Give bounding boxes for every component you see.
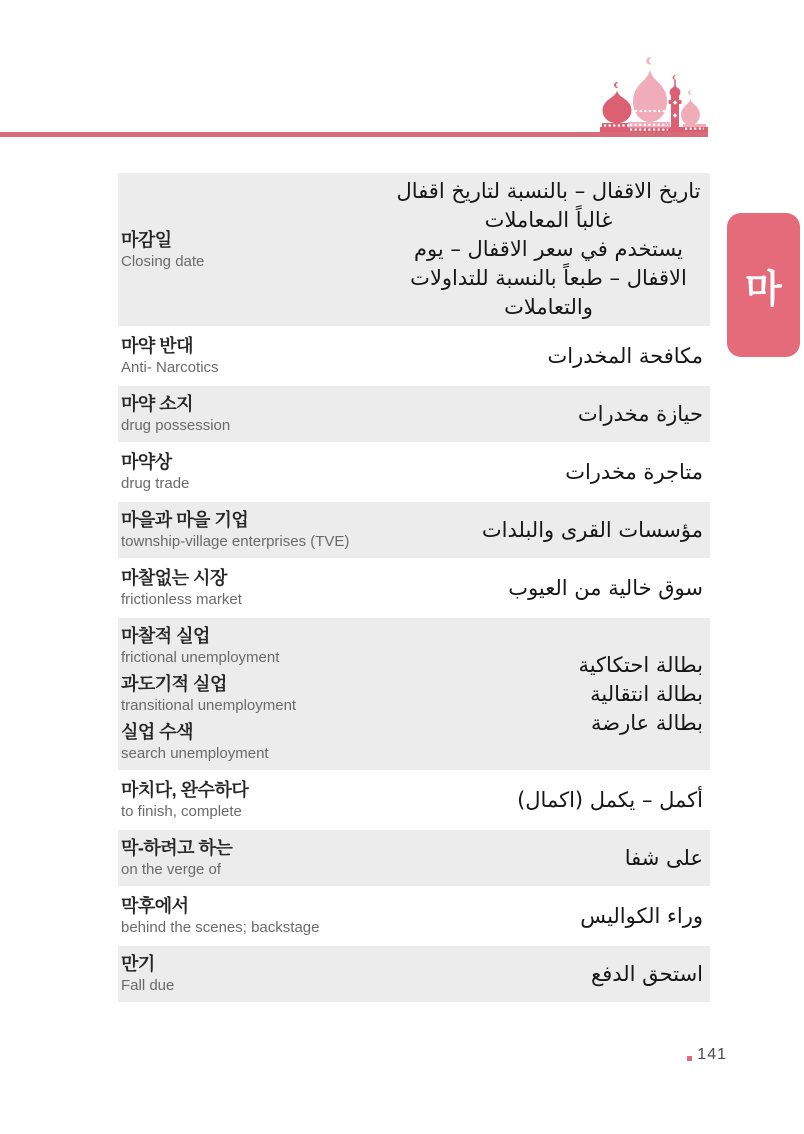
korean-term: 마약 소지	[121, 394, 194, 414]
section-tab-label: 마	[745, 268, 782, 311]
arabic-translation-cell	[388, 340, 710, 373]
english-term: drug trade	[121, 475, 190, 492]
arabic-translation-cell	[388, 398, 710, 431]
korean-term: 과도기적 실업	[121, 674, 227, 694]
arabic-line: وراء الكواليس	[580, 903, 703, 928]
arabic-translation-cell	[388, 649, 710, 740]
english-term: frictionless market	[121, 591, 242, 608]
korean-terms-cell	[118, 224, 388, 276]
korean-term: 마을과 마을 기업	[121, 510, 249, 530]
arabic-line: مؤسسات القرى والبلدات	[481, 517, 703, 542]
arabic-translation-cell	[388, 958, 710, 991]
korean-term: 막-하려고 하는	[121, 838, 233, 858]
english-term: township-village enterprises (TVE)	[121, 533, 350, 550]
glossary-row	[118, 502, 710, 558]
glossary-row	[118, 444, 710, 500]
arabic-line: على شفا	[624, 845, 703, 870]
arabic-line: استحق الدفع	[591, 961, 703, 986]
korean-terms-cell	[118, 330, 388, 382]
arabic-translation-cell	[388, 456, 710, 489]
header-rule	[0, 132, 708, 137]
arabic-translation-cell	[388, 900, 710, 933]
english-term: behind the scenes; backstage	[121, 919, 320, 936]
glossary-row	[118, 946, 710, 1002]
glossary-row	[118, 173, 710, 326]
english-term: Anti- Narcotics	[121, 359, 219, 376]
arabic-line: غالباً المعاملات	[484, 208, 613, 232]
korean-term: 막후에서	[121, 896, 189, 916]
english-term: frictional unemployment	[121, 649, 280, 666]
korean-term: 마약상	[121, 452, 172, 472]
arabic-line: الاقفال – طبعاً بالنسبة للتداولات	[410, 266, 687, 290]
arabic-line: والتعاملات	[504, 295, 593, 319]
arabic-line: بطالة عارضة	[591, 710, 703, 735]
glossary-row	[118, 386, 710, 442]
korean-term: 실업 수색	[121, 722, 194, 742]
korean-terms-cell	[118, 388, 388, 440]
korean-term: 만기	[121, 954, 155, 974]
glossary-row	[118, 772, 710, 828]
page-number-text: 141	[697, 1046, 727, 1063]
korean-term: 마약 반대	[121, 336, 194, 356]
arabic-line: بطالة احتكاكية	[578, 652, 703, 677]
english-term: Closing date	[121, 252, 205, 270]
korean-term: 마치다, 완수하다	[121, 780, 249, 800]
korean-term: 마감일	[121, 229, 172, 250]
korean-terms-cell	[118, 504, 388, 556]
glossary-row	[118, 560, 710, 616]
section-tab	[727, 213, 800, 357]
arabic-line: يستخدم في سعر الاقفال – يوم	[413, 237, 684, 261]
arabic-translation-cell	[388, 514, 710, 547]
arabic-line: تاريخ الاقفال – بالنسبة لتاريخ اقفال	[396, 179, 701, 203]
page-number	[687, 1046, 727, 1064]
glossary-row	[118, 888, 710, 944]
mosque-icon	[590, 50, 710, 132]
korean-terms-cell	[118, 832, 388, 884]
korean-terms-cell	[118, 774, 388, 826]
arabic-translation-cell	[388, 784, 710, 817]
glossary-row	[118, 830, 710, 886]
arabic-line: مكافحة المخدرات	[547, 343, 703, 368]
english-term: transitional unemployment	[121, 697, 297, 714]
glossary-row	[118, 328, 710, 384]
page-number-dot-icon	[687, 1056, 692, 1061]
arabic-line: بطالة انتقالية	[590, 681, 703, 706]
korean-terms-cell	[118, 446, 388, 498]
english-term: to finish, complete	[121, 803, 242, 820]
korean-terms-cell	[118, 948, 388, 1000]
korean-term: 마찰적 실업	[121, 626, 210, 646]
english-term: on the verge of	[121, 861, 222, 878]
arabic-line: سوق خالية من العيوب	[508, 575, 703, 600]
arabic-translation-cell	[388, 842, 710, 875]
arabic-line: حيازة مخدرات	[577, 401, 703, 426]
english-term: drug possession	[121, 417, 231, 434]
english-term: Fall due	[121, 977, 175, 994]
arabic-line: أكمل – يكمل (اكمال)	[517, 787, 703, 812]
korean-term: 마찰없는 시장	[121, 568, 227, 588]
arabic-translation-cell	[388, 175, 710, 324]
korean-terms-cell	[118, 620, 388, 768]
arabic-line: متاجرة مخدرات	[565, 459, 703, 484]
arabic-translation-cell	[388, 572, 710, 605]
glossary-row	[118, 618, 710, 770]
english-term: search unemployment	[121, 745, 269, 762]
glossary-table	[118, 173, 710, 1004]
korean-terms-cell	[118, 890, 388, 942]
korean-terms-cell	[118, 562, 388, 614]
